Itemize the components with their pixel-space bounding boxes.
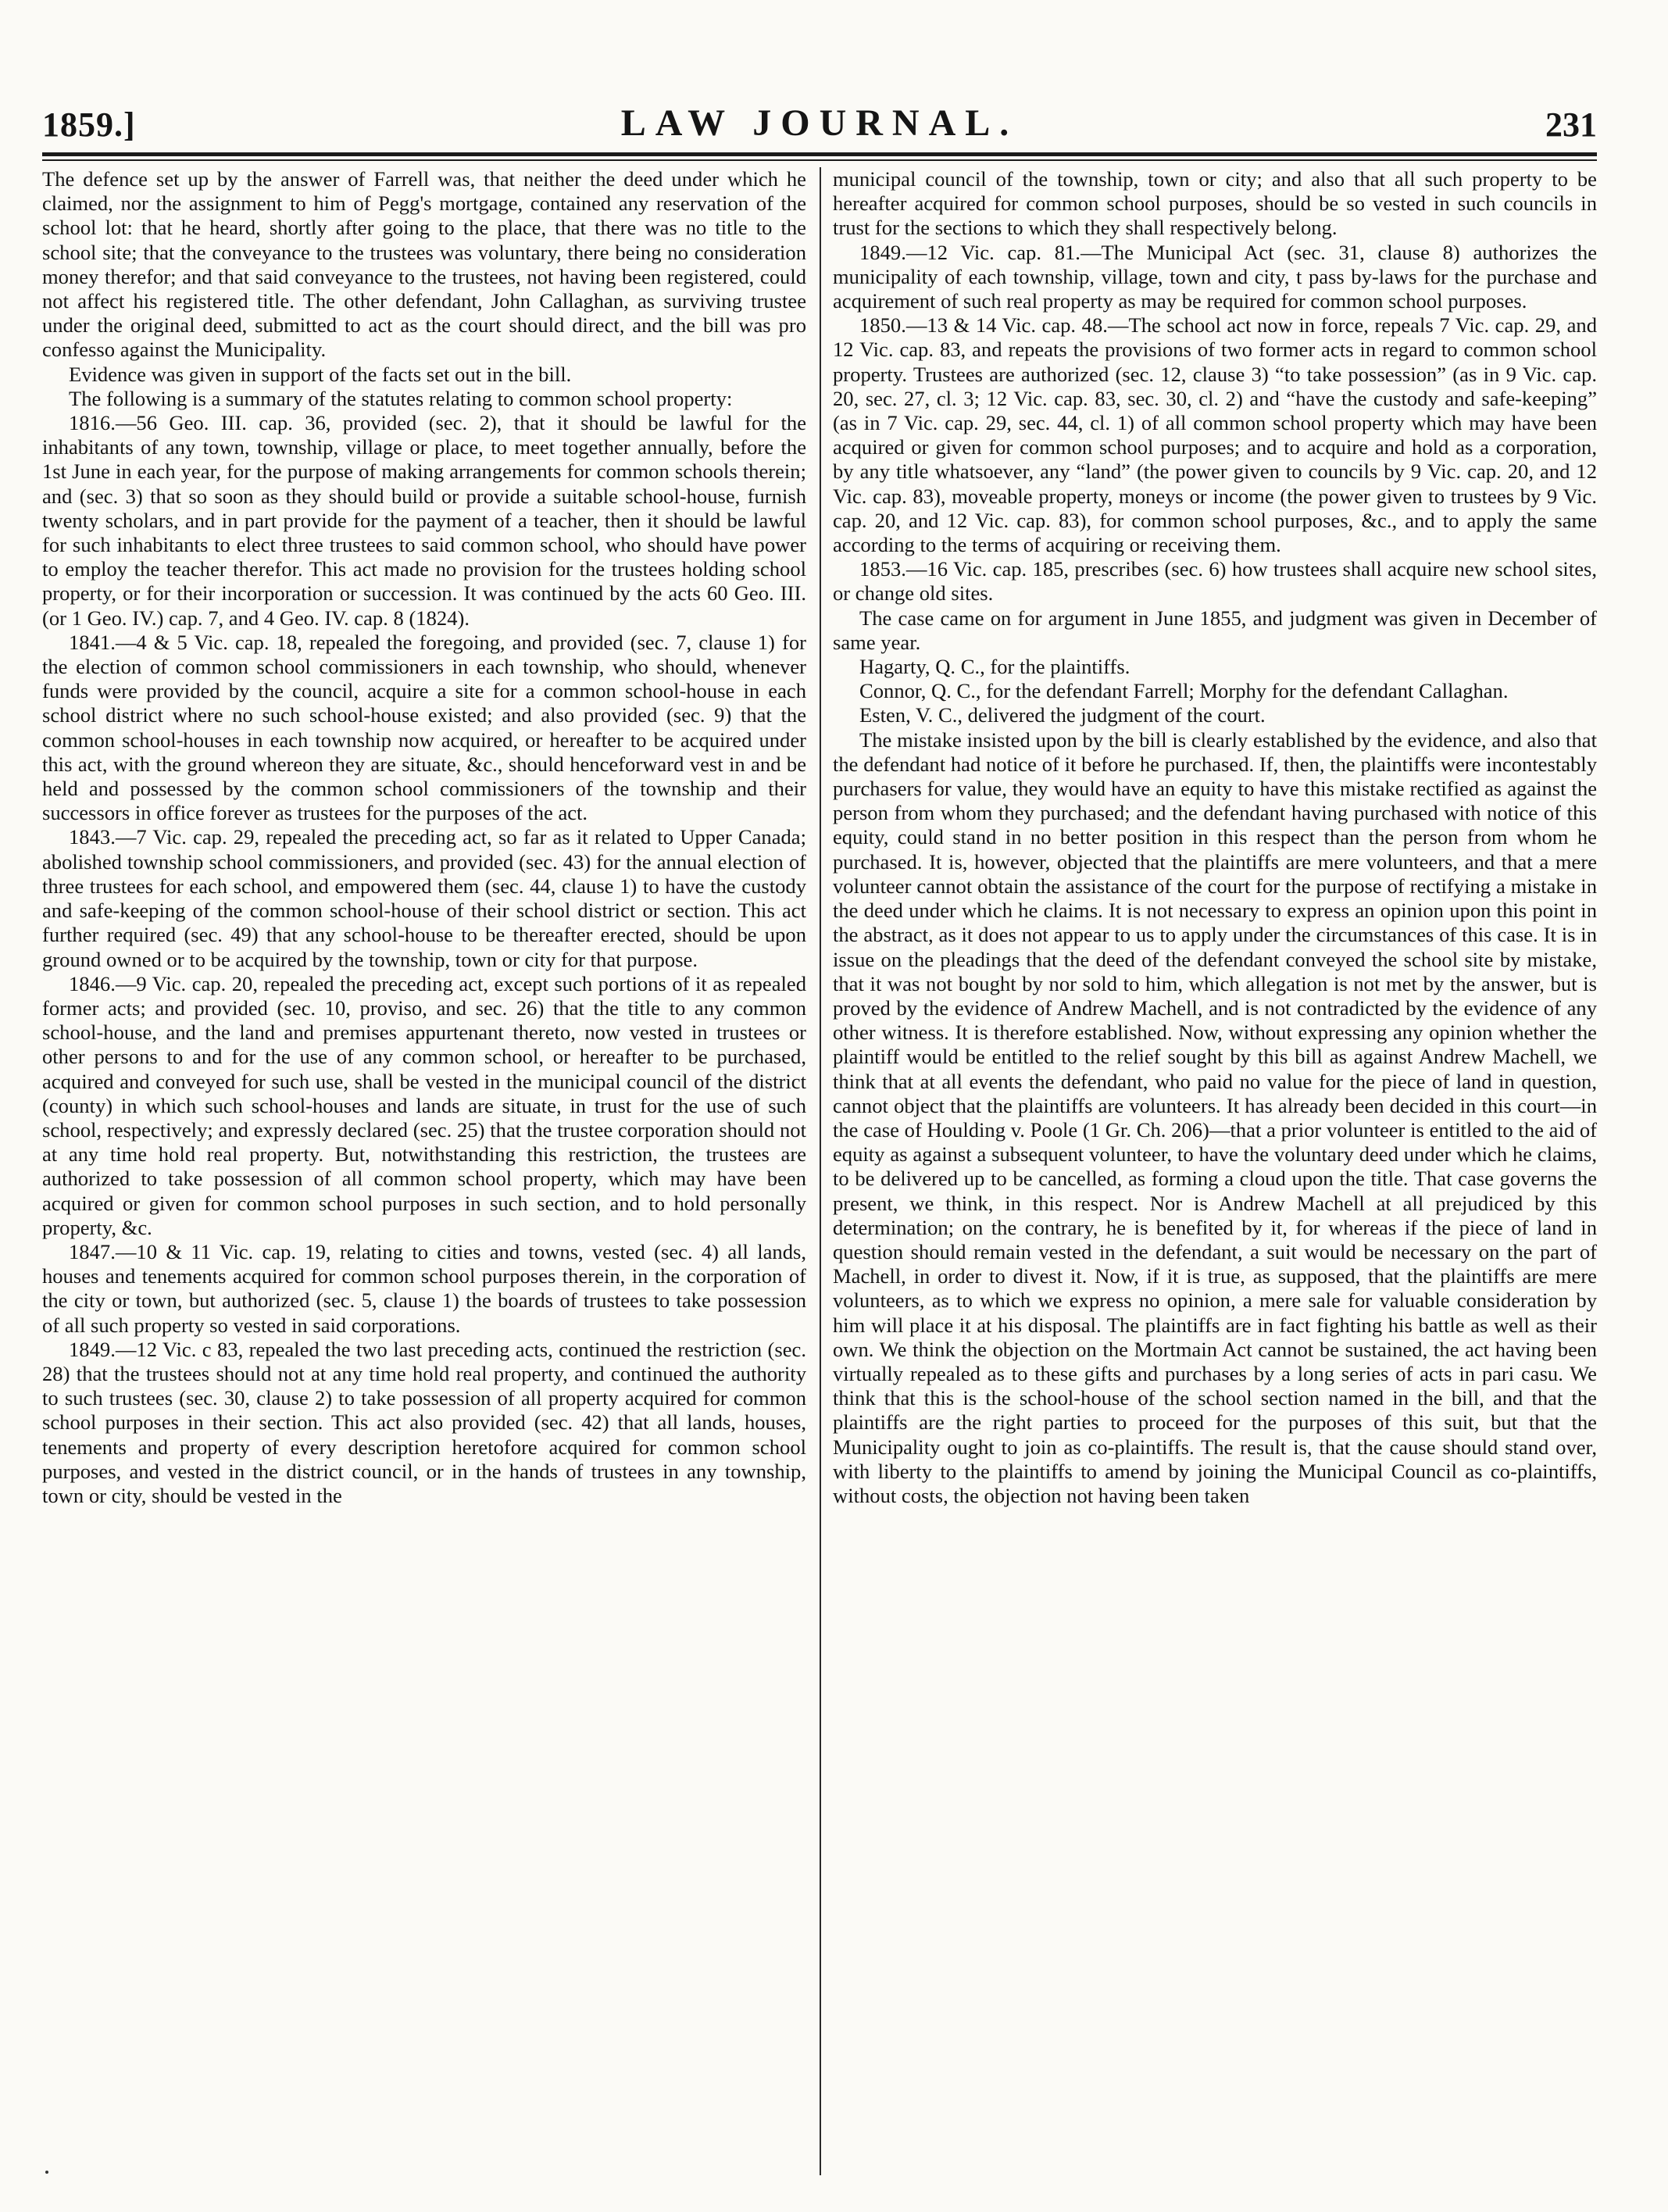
left-paragraph: The defence set up by the answer of Farrell was, that neither the deed under which he claimed, nor the assignment to him of Pegg's mortgage, contained any reservation of the school lot: that he heard, shortly after going to the place, that there was no title to the school site; that the conveyance to the trustees was voluntary, there being no consideration money therefor; and that said conveyance to the trustees, not having been registered, could not affect his registered title. The other defendant, John Callaghan, as surviving trustee under the original deed, submitted to act as the court should direct, and the bill was pro confesso against the Municipality. (42, 167, 806, 362)
header-title: LAW JOURNAL. (620, 102, 1019, 144)
right-paragraph: The case came on for argument in June 1855, and judgment was given in December of same year. (833, 606, 1597, 654)
left-paragraph: 1846.—9 Vic. cap. 20, repealed the preceding act, except such portions of it as repealed former acts; and provided (sec. 10, proviso, and sec. 26) that the title to any common school-house, and the land and premises appurtenant thereto, now vested in trustees or other persons to and for the use of any common school, or hereafter to be purchased, acquired and conveyed for such use, shall be vested in the municipal council of the district (county) in which such school-houses and lands are situate, in trust for the use of such school, respectively; and expressly declared (sec. 25) that the trustee corporation should not at any time hold real property. But, notwithstanding this restriction, the trustees are authorized to take possession of all common school property, which may have been acquired or given for common school purposes in such section, and to hold personally property, &c. (42, 971, 806, 1239)
header-page-number: 231 (1545, 105, 1597, 144)
left-paragraph: Evidence was given in support of the facts set out in the bill. (69, 362, 572, 386)
ink-speck (45, 2171, 48, 2174)
left-paragraph: 1843.—7 Vic. cap. 29, repealed the preceding act, so far as it related to Upper Canada; abolished township school commissioners, and provided (sec. 43) for the annual election of three trustees for each school, and empowered them (sec. 44, clause 1) to have the custody and safe-keeping of the common school-house of their school district or section. This act further required (sec. 49) that any school-house to be thereafter erected, should be upon ground owned or to be acquired by the township, town or city for that purpose. (42, 825, 806, 971)
page-header (42, 100, 1597, 150)
column-divider (820, 167, 821, 2175)
left-column (42, 167, 806, 2177)
right-paragraph: The mistake insisted upon by the bill is clearly established by the evidence, and also that the defendant had notice of it before he purchased. If, then, the plaintiffs were incontestably purchasers for value, they would have an equity to have this mistake rectified as against the person from whom they purchased; and the defendant having purchased with notice of this equity, could stand in no better position in this respect than the person from whom he purchased. It is, however, objected that the plaintiffs are mere volunteers, and that a mere volunteer cannot obtain the assistance of the court for the purpose of rectifying a mistake in the deed under which he claims. It is not necessary to express an opinion upon this point in the abstract, as it does not appear to us to apply under the circumstances of this case. It is in issue on the pleadings that the deed of the defendant conveyed the school site by mistake, that it was not bought by nor sold to him, which allegation is not met by the answer, but is proved by the evidence of Andrew Machell, and is not contradicted by the evidence of any other witness. It is therefore established. Now, without expressing any opinion whether the plaintiff would be entitled to the relief sought by this bill as against Andrew Machell, we think that at all events the defendant, who paid no value for the piece of land in question, cannot object that the plaintiffs are volunteers. It has already been decided in this court—in the case of Houlding v. Poole (1 Gr. Ch. 206)—that a prior volunteer is entitled to the aid of equity as against a subsequent volunteer, to have the voluntary deed under which he claims, to be delivered up to be cancelled, as forming a cloud upon the title. That case governs the present, we think, in this respect. Nor is Andrew Machell at all prejudiced by this determination; on the contrary, he is benefited by it, for whereas if the piece of land in question should remain vested in the defendant, a suit would be necessary on the part of Machell, in order to divest it. Now, if it is true, as supposed, that the plaintiffs are mere volunteers, as to which we express no opinion, a mere sale for valuable consideration by him will place it at his disposal. The plaintiffs are in fact fighting his battle as well as their own. We think the objection on the Mortmain Act cannot be sustained, the act having been virtually repealed as to these gifts and purchases by a long series of acts in pari casu. We think that this is the school-house of the school section named in the bill, and that the plaintiffs are the right parties to proceed for the purposes of this suit, but that the Municipality ought to join as co-plaintiffs. The result is, that the cause should stand over, with liberty to the plaintiffs to amend by joining the Municipal Council as co-plaintiffs, without costs, the objection not having been taken (833, 727, 1597, 1507)
right-paragraph: Hagarty, Q. C., for the plaintiffs. (859, 655, 1130, 679)
right-paragraph: 1853.—16 Vic. cap. 185, prescribes (sec. 6) how trustees shall acquire new school sites, or change old sites. (833, 557, 1597, 606)
left-paragraph: 1849.—12 Vic. c 83, repealed the two last preceding acts, continued the restriction (sec. 28) that the trustees should not at any time hold real property, and continued the authority to such trustees (sec. 30, clause 2) to take possession of all property acquired for common school purposes in their section. This act also provided (sec. 42) that all lands, houses, tenements and property of every description heretofore acquired for common school purposes, and vested in the district council, or in the hands of trustees in any township, town or city, should be vested in the (42, 1337, 806, 1507)
left-paragraph: The following is a summary of the statutes relating to common school property: (69, 386, 733, 410)
right-column (833, 167, 1597, 2177)
right-paragraph: 1850.—13 & 14 Vic. cap. 48.—The school act now in force, repeals 7 Vic. cap. 29, and 12 Vic. cap. 83, and repeats the provisions of two former acts in regard to common school property. Trustees are authorized (sec. 12, clause 3) “to take possession” (as in 9 Vic. cap. 20, sec. 27, cl. 3; 12 Vic. cap. 83, sec. 30, cl. 2) and “have the custody and safe-keeping” (as in 7 Vic. cap. 29, sec. 44, cl. 1) of all common school property which may have been acquired or given for common school purposes; and to acquire and hold as a corporation, by any title whatsoever, any “land” (the power given to councils by 9 Vic. cap. 20, and 12 Vic. cap. 83), moveable property, moneys or income (the power given to trustees by 9 Vic. cap. 20, and 12 Vic. cap. 83), for common school purposes, &c., and to apply the same according to the terms of acquiring or receiving them. (833, 313, 1597, 557)
right-paragraph: Connor, Q. C., for the defendant Farrell; Morphy for the defendant Callaghan. (859, 679, 1509, 703)
header-year: 1859.] (42, 105, 136, 144)
left-paragraph: 1841.—4 & 5 Vic. cap. 18, repealed the foregoing, and provided (sec. 7, clause 1) for the election of common school commissioners in each township, who should, whenever funds were provided by the council, acquire a site for a common school-house in each school district where no such school-house existed; and also provided (sec. 9) that the common school-houses in each township now acquired, or hereafter to be acquired under this act, with the ground whereon they are situate, &c., should henceforward vest in and be held and possessed by the common school commissioners of the township and their successors in office forever as trustees for the purposes of the act. (42, 630, 806, 825)
left-paragraph: 1816.—56 Geo. III. cap. 36, provided (sec. 2), that it should be lawful for the inhabitants of any town, township, village or place, to meet together annually, before the 1st June in each year, for the purpose of making arrangements for common schools therein; and (sec. 3) that so soon as they should build or provide a suitable school-house, furnish twenty scholars, and in part provide for the payment of a teacher, then it should be lawful for such inhabitants to elect three trustees to said common school, who should have power to employ the teacher therefor. This act made no provision for the trustees holding school property, or for their incorporation or succession. It was continued by the acts 60 Geo. III. (or 1 Geo. IV.) cap. 7, and 4 Geo. IV. cap. 8 (1824). (42, 411, 806, 630)
right-paragraph: municipal council of the township, town or city; and also that all such property to be hereafter acquired for common school purposes, should be so vested in such councils in trust for the sections to which they shall respectively belong. (833, 167, 1597, 240)
header-rule-thick (42, 152, 1597, 156)
right-paragraph: 1849.—12 Vic. cap. 81.—The Municipal Act (sec. 31, clause 8) authorizes the municipality of each township, village, town and city, t pass by-laws for the purchase and acquirement of such real property as may be required for common school purposes. (833, 240, 1597, 313)
left-paragraph: 1847.—10 & 11 Vic. cap. 19, relating to cities and towns, vested (sec. 4) all lands, houses and tenements acquired for common school purposes therein, in the corporation of the city or town, but authorized (sec. 5, clause 1) the boards of trustees to take possession of all such property so vested in said corporations. (42, 1239, 806, 1337)
header-rule-thin (42, 159, 1597, 161)
right-paragraph: Esten, V. C., delivered the judgment of the court. (859, 703, 1266, 727)
